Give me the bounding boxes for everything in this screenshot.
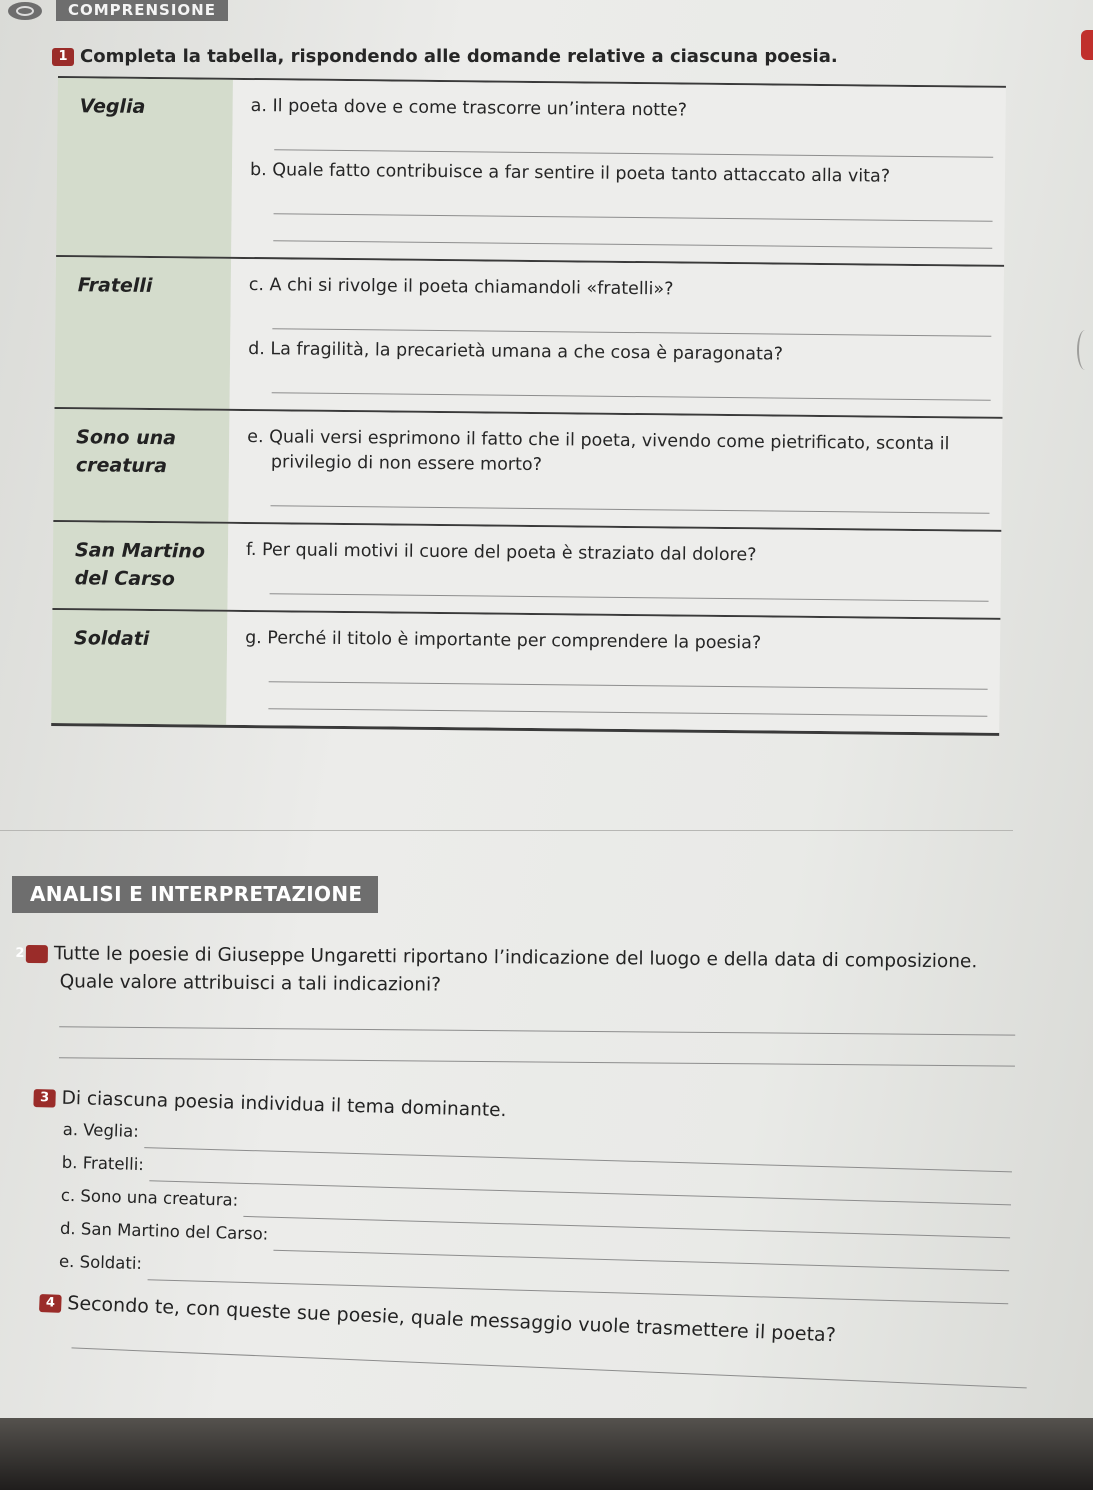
exercise-1-prompt <box>52 46 838 67</box>
exercise-3 <box>29 1084 1014 1304</box>
questions-cell <box>228 411 1002 530</box>
questions-cell <box>226 612 1000 733</box>
question: g. Perché il titolo è importante per comprendere la poesia? <box>245 627 762 654</box>
poem-title: Sono una creatura <box>53 409 229 522</box>
item-label: b. Fratelli: <box>61 1152 145 1175</box>
poem-title: San Martino del Carso <box>52 522 228 610</box>
exercise-number-badge: 3 <box>33 1089 55 1108</box>
question: b. Quale fatto contribuisce a far sentire il poeta tanto attaccato alla vita? <box>249 160 891 187</box>
item-label: c. Sono una creatura: <box>60 1185 239 1210</box>
item-label: d. San Martino del Carso: <box>59 1218 269 1244</box>
answer-line[interactable] <box>272 298 991 337</box>
poem-title: Soldati <box>51 610 227 725</box>
table-row <box>55 255 1005 417</box>
exercise-4-text: Secondo te, con queste sue poesie, quale messaggio vuole trasmettere il poeta? <box>66 1292 837 1347</box>
poem-title: Veglia <box>56 78 233 257</box>
table-row <box>51 608 1000 736</box>
question: d. La fragilità, la precarietà umana a che cosa è paragonata? <box>248 339 784 365</box>
table-row <box>53 407 1002 530</box>
item-label: a. Veglia: <box>62 1119 140 1141</box>
answer-line[interactable] <box>269 651 988 690</box>
poem-title: Fratelli <box>55 257 232 409</box>
page-curl <box>1077 330 1093 370</box>
answer-line[interactable] <box>273 222 992 249</box>
answer-line[interactable] <box>270 563 989 602</box>
page-bottom-shadow <box>0 1418 1093 1490</box>
exercise-number-badge: 1 <box>52 48 74 66</box>
exercise-2-prompt <box>15 940 1016 1005</box>
answer-line[interactable] <box>272 362 991 401</box>
exercise-2-text: Tutte le poesie di Giuseppe Ungaretti riportano l’indicazione del luogo e della data di composizione. Quale valore attribuisci a tali indicazioni? <box>53 943 978 996</box>
theme-list <box>59 1113 1013 1304</box>
question: a. Il poeta dove e come trascorre un’intera notte? <box>250 96 688 121</box>
exercise-3-text: Di ciascuna poesia individua il tema dominante. <box>61 1087 507 1122</box>
answer-line[interactable] <box>268 690 987 717</box>
questions-cell <box>227 524 1001 618</box>
exercise-2 <box>15 940 1016 1067</box>
item-label: e. Soldati: <box>58 1251 143 1274</box>
questions-cell <box>231 80 1006 265</box>
analysis-section-title: ANALISI E INTERPRETAZIONE <box>12 876 378 913</box>
exercise-number-badge: 2 <box>26 945 48 963</box>
exercise-1-text: Completa la tabella, rispondendo alle domande relative a ciascuna poesia. <box>80 46 838 67</box>
answer-line[interactable] <box>271 475 990 514</box>
divider <box>0 830 1013 831</box>
section-logo-icon <box>8 2 42 20</box>
question: f. Per quali motivi il cuore del poeta è straziato dal dolore? <box>245 539 757 566</box>
section-header <box>8 0 228 21</box>
bookmark-tab <box>1081 30 1093 60</box>
questions-cell <box>230 259 1005 417</box>
table-row <box>52 520 1001 618</box>
section-title: COMPRENSIONE <box>56 0 228 21</box>
table-row <box>56 76 1006 265</box>
question: c. A chi si rivolge il poeta chiamandoli «fratelli»? <box>248 275 674 300</box>
questions-table <box>51 76 1006 736</box>
answer-line[interactable] <box>274 119 993 158</box>
question: e. Quali versi esprimono il fatto che il poeta, vivendo come pietrificato, sconta il privilegio di non essere morto? <box>247 427 950 476</box>
exercise-number-badge: 4 <box>39 1294 62 1313</box>
